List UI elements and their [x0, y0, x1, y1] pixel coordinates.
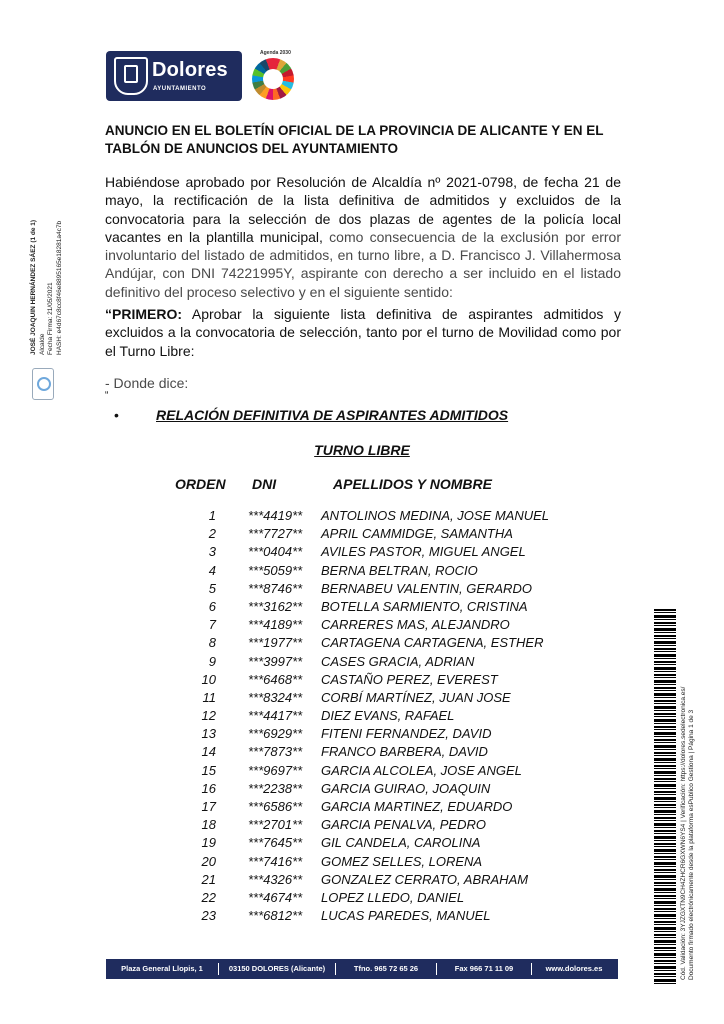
table-row [0, 743, 724, 761]
document-title: ANUNCIO EN EL BOLETÍN OFICIAL DE LA PROVINCIA DE ALICANTE Y EN EL TABLÓN DE ANUNCIOS DEL AYUNTAMIENTO [105, 123, 604, 156]
row-name: BERNA BELTRAN, ROCIO [321, 562, 478, 578]
row-name: DIEZ EVANS, RAFAEL [321, 708, 455, 724]
row-name: LUCAS PAREDES, MANUEL [321, 908, 491, 924]
row-dni: ***4189** [248, 617, 303, 633]
row-orden: 2 [208, 526, 216, 542]
row-dni: ***6929** [248, 726, 303, 742]
row-dni: ***7727** [248, 526, 303, 542]
row-orden: 8 [208, 635, 216, 651]
row-dni: ***3997** [248, 653, 303, 669]
row-dni: ***6468** [248, 671, 303, 687]
footer-web: www.dolores.es [545, 964, 603, 973]
intro-paragraph [105, 173, 621, 301]
footer-city: 03150 DOLORES (Alicante) [219, 963, 336, 975]
row-name: GARCIA GUIRAO, JOAQUIN [321, 780, 491, 796]
table-row [0, 780, 724, 798]
footer-phone: Tfno. 965 72 65 26 [336, 963, 437, 975]
validation-text [680, 600, 710, 980]
table-row [0, 816, 724, 834]
signer-name: JOSÉ JOAQUIN HERNÁNDEZ SÁEZ (1 de 1) [30, 219, 37, 355]
table-row [0, 762, 724, 780]
primero-text: Aprobar la siguiente lista definitiva de aspirantes admitidos y excluidos a la convocatoria de selección, tanto por el turno de Movilidad como por el Turno Libre: [105, 306, 621, 359]
table-row [0, 580, 724, 598]
footer-bar [106, 959, 618, 979]
table-row [0, 671, 724, 689]
logo-subtitle: AYUNTAMIENTO [153, 86, 207, 92]
row-name: GARCIA PENALVA, PEDRO [321, 817, 486, 833]
primero-label: “PRIMERO: [105, 306, 182, 322]
row-dni: ***2238** [248, 780, 303, 796]
row-orden: 18 [201, 817, 216, 833]
table-row [0, 834, 724, 852]
header-dni: DNI [252, 476, 277, 492]
header-apellidos-nombre: APELLIDOS Y NOMBRE [333, 476, 492, 492]
row-dni: ***4674** [248, 889, 303, 905]
row-dni: ***9697** [248, 762, 303, 778]
row-orden: 12 [201, 708, 216, 724]
agenda-2030-wheel-icon [252, 58, 294, 100]
table-row [0, 889, 724, 907]
donde-dice: - Donde dice: [105, 375, 189, 391]
row-orden: 20 [201, 853, 216, 869]
row-name: CORBÍ MARTÍNEZ, JUAN JOSE [321, 689, 511, 705]
agenda-label: Agenda 2030 [260, 50, 291, 56]
row-name: CARRERES MAS, ALEJANDRO [321, 617, 510, 633]
row-orden: 17 [201, 799, 216, 814]
row-name: GIL CANDELA, CAROLINA [321, 835, 481, 851]
row-name: FITENI FERNANDEZ, DAVID [321, 726, 492, 742]
primero-paragraph [105, 305, 621, 360]
signature-hash: HASH: e4d67c8cc8f46e8895165e18281a4c7b [55, 220, 63, 355]
row-orden: 10 [201, 671, 216, 687]
row-dni: ***2701** [248, 817, 303, 833]
row-name: ANTOLINOS MEDINA, JOSE MANUEL [321, 508, 550, 523]
row-orden: 4 [208, 562, 216, 578]
row-dni: ***6586** [248, 799, 303, 814]
row-orden: 15 [201, 762, 216, 778]
row-dni: ***7645** [248, 835, 303, 851]
barcode-icon [654, 609, 676, 985]
row-orden: 1 [208, 508, 216, 523]
table-row [0, 798, 724, 816]
row-orden: 16 [201, 780, 216, 796]
row-dni: ***3162** [248, 598, 303, 614]
row-orden: 19 [201, 835, 216, 851]
row-orden: 21 [201, 871, 216, 887]
row-orden: 9 [208, 653, 216, 669]
row-dni: ***7416** [248, 853, 303, 869]
row-orden: 22 [201, 889, 216, 905]
row-name: GONZALEZ CERRATO, ABRAHAM [321, 871, 529, 887]
row-dni: ***6812** [248, 908, 303, 924]
admitidos-table [0, 507, 724, 925]
table-row [0, 707, 724, 725]
signature-seal-icon [32, 368, 54, 400]
row-dni: ***5059** [248, 562, 303, 578]
signature-text [30, 115, 64, 355]
intro-text-main: Habiéndose aprobado por Resolución de Alcaldía nº 2021-0798, de fecha 21 de mayo, la rectificación de la lista definitiva de admitidos y excluidos de la convocatoria para la selección de dos plazas de agentes de la policía local vacantes en la plantilla municipal, [105, 174, 621, 245]
row-name: CARTAGENA CARTAGENA, ESTHER [321, 635, 544, 651]
relacion-title: RELACIÓN DEFINITIVA DE ASPIRANTES ADMITIDOS [156, 407, 509, 423]
footer-fax: Fax 966 71 11 09 [437, 963, 532, 975]
row-orden: 3 [208, 544, 216, 560]
validation-line2: Documento firmado electrónicamente desde la plataforma esPublico Gestiona | Página 1 de 3 [688, 709, 695, 980]
row-name: CASES GRACIA, ADRIAN [321, 653, 475, 669]
row-dni: ***8324** [248, 689, 303, 705]
row-dni: ***1977** [248, 635, 303, 651]
row-name: BERNABEU VALENTIN, GERARDO [321, 580, 532, 596]
quote-mark: “ [105, 390, 109, 401]
row-dni: ***4326** [248, 871, 303, 887]
table-row [0, 562, 724, 580]
table-row [0, 725, 724, 743]
row-dni: ***0404** [248, 544, 303, 560]
row-name: GOMEZ SELLES, LORENA [321, 853, 483, 869]
ayuntamiento-logo [106, 51, 242, 101]
row-name: FRANCO BARBERA, DAVID [321, 744, 488, 760]
row-orden: 5 [208, 580, 216, 596]
table-row [0, 853, 724, 871]
validation-line1: Cód. Validación: 3YJZGXTN9CH4ZHCR6GXWN6YS4 | Verificación: https://dolores.sedelectronica.es/ [680, 686, 687, 980]
table-row [0, 543, 724, 561]
intro-text-rectification: como consecuencia de la exclusión por error involuntario del listado de admitidos, en turno libre, a D. Francisco J. Villahermosa Andújar, con DNI 74221995Y, aspirante con derecho a ser incluido en el listado definitivo del proceso selectivo y en el siguiente sentido: [105, 228, 621, 300]
row-dni: ***4417** [248, 708, 303, 724]
table-row [0, 634, 724, 652]
row-orden: 7 [208, 617, 216, 633]
footer-address: Plaza General Llopis, 1 [106, 963, 219, 975]
table-row [0, 507, 724, 525]
row-orden: 23 [201, 908, 216, 924]
row-name: APRIL CAMMIDGE, SAMANTHA [321, 526, 513, 542]
row-name: GARCIA ALCOLEA, JOSE ANGEL [321, 762, 522, 778]
table-row [0, 616, 724, 634]
table-row [0, 689, 724, 707]
table-row [0, 907, 724, 925]
row-name: GARCIA MARTINEZ, EDUARDO [321, 799, 513, 814]
table-row [0, 871, 724, 889]
row-dni: ***7873** [248, 744, 303, 760]
signature-date: Fecha Firma: 21/05/2021 [47, 282, 54, 355]
signer-role: Alcalde [38, 333, 46, 355]
turno-libre-title: TURNO LIBRE [314, 442, 410, 458]
header-orden: ORDEN [175, 476, 226, 492]
row-name: BOTELLA SARMIENTO, CRISTINA [321, 598, 528, 614]
row-dni: ***8746** [248, 580, 303, 596]
logo-name: Dolores [152, 59, 228, 81]
row-orden: 14 [201, 744, 216, 760]
table-row [0, 525, 724, 543]
row-name: AVILES PASTOR, MIGUEL ANGEL [321, 544, 526, 560]
row-name: LOPEZ LLEDO, DANIEL [321, 889, 465, 905]
row-orden: 11 [202, 689, 216, 705]
table-row [0, 598, 724, 616]
coat-of-arms-icon [114, 57, 148, 95]
row-orden: 6 [208, 598, 216, 614]
row-name: CASTAÑO PEREZ, EVEREST [321, 671, 498, 687]
row-dni: ***4419** [248, 508, 303, 523]
bullet: • [114, 407, 119, 423]
row-orden: 13 [201, 726, 216, 742]
table-row [0, 653, 724, 671]
